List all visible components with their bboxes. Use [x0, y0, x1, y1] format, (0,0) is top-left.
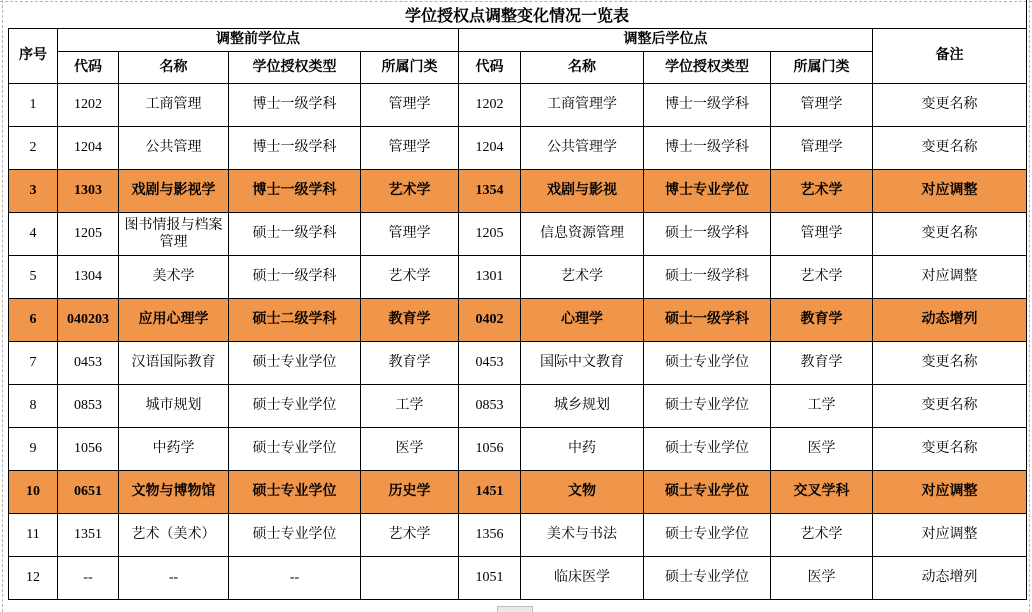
before-name: 图书情报与档案管理	[119, 213, 229, 256]
remark-cell: 动态增列	[873, 299, 1027, 342]
after-type: 硕士专业学位	[644, 514, 771, 557]
before-code: 1056	[58, 428, 119, 471]
before-code: 0453	[58, 342, 119, 385]
remark-cell: 变更名称	[873, 428, 1027, 471]
remark-cell: 对应调整	[873, 170, 1027, 213]
after-code: 0853	[459, 385, 521, 428]
after-name: 国际中文教育	[521, 342, 644, 385]
before-type: 博士一级学科	[229, 84, 361, 127]
remark-cell: 变更名称	[873, 342, 1027, 385]
after-type: 硕士专业学位	[644, 342, 771, 385]
before-name: 工商管理	[119, 84, 229, 127]
before-type: 硕士专业学位	[229, 514, 361, 557]
before-type: 博士一级学科	[229, 170, 361, 213]
after-code: 1356	[459, 514, 521, 557]
table-row	[9, 514, 1027, 557]
before-category: 工学	[361, 385, 459, 428]
row-no: 7	[9, 342, 58, 385]
before-name: 艺术（美术）	[119, 514, 229, 557]
table-row	[9, 557, 1027, 600]
before-code: 0853	[58, 385, 119, 428]
after-category: 管理学	[771, 84, 873, 127]
row-no: 3	[9, 170, 58, 213]
after-category: 艺术学	[771, 170, 873, 213]
table-row	[9, 385, 1027, 428]
remark-cell: 变更名称	[873, 385, 1027, 428]
after-name: 信息资源管理	[521, 213, 644, 256]
after-type: 博士专业学位	[644, 170, 771, 213]
after-name: 心理学	[521, 299, 644, 342]
before-name: 戏剧与影视学	[119, 170, 229, 213]
after-code: 1205	[459, 213, 521, 256]
remark-cell: 对应调整	[873, 471, 1027, 514]
before-code: 0651	[58, 471, 119, 514]
after-type: 硕士一级学科	[644, 256, 771, 299]
after-code: 0453	[459, 342, 521, 385]
after-name: 艺术学	[521, 256, 644, 299]
header-after-name: 名称	[521, 52, 644, 84]
before-type: 硕士专业学位	[229, 385, 361, 428]
before-name: 文物与博物馆	[119, 471, 229, 514]
row-no: 12	[9, 557, 58, 600]
before-category: 管理学	[361, 213, 459, 256]
after-type: 硕士专业学位	[644, 471, 771, 514]
before-type: --	[229, 557, 361, 600]
before-category: 管理学	[361, 84, 459, 127]
before-type: 硕士专业学位	[229, 471, 361, 514]
header-after-code: 代码	[459, 52, 521, 84]
before-name: 公共管理	[119, 127, 229, 170]
before-type: 硕士一级学科	[229, 213, 361, 256]
row-no: 11	[9, 514, 58, 557]
after-type: 硕士专业学位	[644, 385, 771, 428]
after-category: 管理学	[771, 127, 873, 170]
header-group-row	[9, 29, 1027, 52]
row-no: 8	[9, 385, 58, 428]
after-type: 博士一级学科	[644, 127, 771, 170]
after-code: 1051	[459, 557, 521, 600]
before-code: 1304	[58, 256, 119, 299]
remark-cell: 对应调整	[873, 514, 1027, 557]
table-row	[9, 342, 1027, 385]
after-code: 1301	[459, 256, 521, 299]
table-row	[9, 428, 1027, 471]
before-category	[361, 557, 459, 600]
page-title: 学位授权点调整变化情况一览表	[8, 0, 1027, 28]
remark-cell: 变更名称	[873, 213, 1027, 256]
table-header	[9, 29, 1027, 84]
degree-adjustment-table	[8, 28, 1027, 600]
after-name: 城乡规划	[521, 385, 644, 428]
before-name: 汉语国际教育	[119, 342, 229, 385]
row-no: 1	[9, 84, 58, 127]
table-row	[9, 127, 1027, 170]
before-type: 硕士二级学科	[229, 299, 361, 342]
row-no: 5	[9, 256, 58, 299]
after-code: 1204	[459, 127, 521, 170]
after-code: 1056	[459, 428, 521, 471]
table-row	[9, 213, 1027, 256]
after-type: 博士一级学科	[644, 84, 771, 127]
after-type: 硕士一级学科	[644, 213, 771, 256]
header-no: 序号	[9, 29, 58, 84]
after-name: 文物	[521, 471, 644, 514]
table-row	[9, 256, 1027, 299]
header-before-category: 所属门类	[361, 52, 459, 84]
after-category: 医学	[771, 428, 873, 471]
before-name: 中药学	[119, 428, 229, 471]
after-category: 交叉学科	[771, 471, 873, 514]
before-code: --	[58, 557, 119, 600]
header-remark: 备注	[873, 29, 1027, 84]
before-category: 历史学	[361, 471, 459, 514]
remark-cell: 动态增列	[873, 557, 1027, 600]
after-name: 公共管理学	[521, 127, 644, 170]
before-name: --	[119, 557, 229, 600]
after-name: 美术与书法	[521, 514, 644, 557]
before-category: 教育学	[361, 299, 459, 342]
before-code: 1202	[58, 84, 119, 127]
before-category: 艺术学	[361, 256, 459, 299]
after-category: 教育学	[771, 299, 873, 342]
table-row	[9, 84, 1027, 127]
after-category: 工学	[771, 385, 873, 428]
before-code: 1303	[58, 170, 119, 213]
header-after-category: 所属门类	[771, 52, 873, 84]
scrollbar-thumb[interactable]	[497, 606, 533, 612]
before-category: 教育学	[361, 342, 459, 385]
after-type: 硕士专业学位	[644, 428, 771, 471]
after-code: 1202	[459, 84, 521, 127]
before-category: 医学	[361, 428, 459, 471]
row-no: 6	[9, 299, 58, 342]
table-body	[9, 84, 1027, 600]
row-no: 4	[9, 213, 58, 256]
table-row	[9, 170, 1027, 213]
remark-cell: 对应调整	[873, 256, 1027, 299]
before-type: 硕士专业学位	[229, 342, 361, 385]
after-code: 1451	[459, 471, 521, 514]
after-category: 艺术学	[771, 514, 873, 557]
print-boundary-left	[2, 0, 3, 612]
remark-cell: 变更名称	[873, 127, 1027, 170]
after-category: 艺术学	[771, 256, 873, 299]
after-category: 教育学	[771, 342, 873, 385]
before-code: 1204	[58, 127, 119, 170]
before-type: 硕士一级学科	[229, 256, 361, 299]
before-name: 城市规划	[119, 385, 229, 428]
after-type: 硕士一级学科	[644, 299, 771, 342]
before-code: 1205	[58, 213, 119, 256]
before-name: 应用心理学	[119, 299, 229, 342]
after-code: 1354	[459, 170, 521, 213]
table-row	[9, 471, 1027, 514]
after-type: 硕士专业学位	[644, 557, 771, 600]
header-before-group: 调整前学位点	[58, 29, 459, 52]
table-row	[9, 299, 1027, 342]
before-category: 管理学	[361, 127, 459, 170]
after-name: 临床医学	[521, 557, 644, 600]
after-name: 戏剧与影视	[521, 170, 644, 213]
before-code: 040203	[58, 299, 119, 342]
header-before-code: 代码	[58, 52, 119, 84]
after-code: 0402	[459, 299, 521, 342]
before-category: 艺术学	[361, 514, 459, 557]
row-no: 10	[9, 471, 58, 514]
before-type: 博士一级学科	[229, 127, 361, 170]
after-category: 管理学	[771, 213, 873, 256]
row-no: 2	[9, 127, 58, 170]
after-name: 工商管理学	[521, 84, 644, 127]
after-category: 医学	[771, 557, 873, 600]
before-type: 硕士专业学位	[229, 428, 361, 471]
header-after-group: 调整后学位点	[459, 29, 873, 52]
row-no: 9	[9, 428, 58, 471]
before-code: 1351	[58, 514, 119, 557]
header-after-type: 学位授权类型	[644, 52, 771, 84]
after-name: 中药	[521, 428, 644, 471]
header-before-name: 名称	[119, 52, 229, 84]
remark-cell: 变更名称	[873, 84, 1027, 127]
before-category: 艺术学	[361, 170, 459, 213]
header-before-type: 学位授权类型	[229, 52, 361, 84]
before-name: 美术学	[119, 256, 229, 299]
print-boundary-right	[1029, 0, 1030, 612]
